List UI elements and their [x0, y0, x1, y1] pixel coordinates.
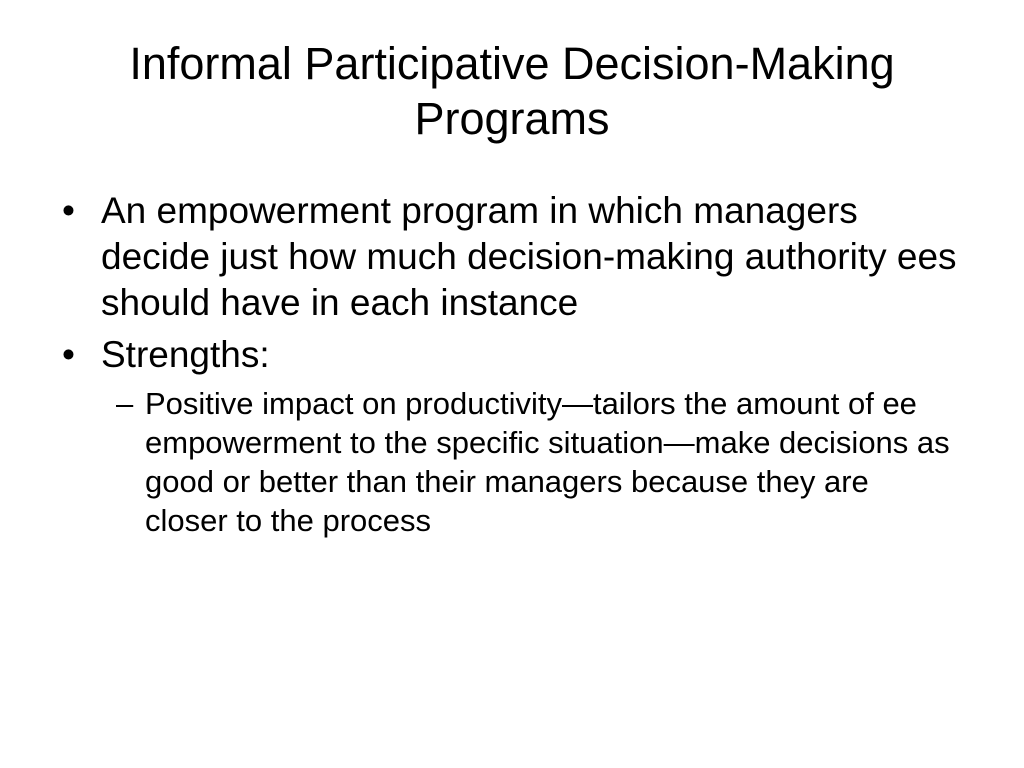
slide-title: Informal Participative Decision-Making Programs: [129, 38, 895, 144]
bullet-marker: •: [62, 334, 75, 375]
bullet-text: An empowerment program in which managers decide just how much decision-making authority ees should have in each instance: [101, 190, 957, 323]
sub-bullet-item: [116, 384, 957, 540]
slide-body: [62, 188, 962, 540]
bullet-item: [62, 332, 962, 378]
bullet-text: Strengths:: [101, 334, 270, 375]
bullet-item: [62, 188, 962, 326]
sub-bullet-marker: –: [116, 386, 134, 421]
bullet-marker: •: [62, 190, 75, 231]
sub-bullet-text: Positive impact on productivity—tailors the amount of ee empowerment to the specific situation—make decisions as good or better than their managers because they are closer to the process: [145, 386, 950, 538]
